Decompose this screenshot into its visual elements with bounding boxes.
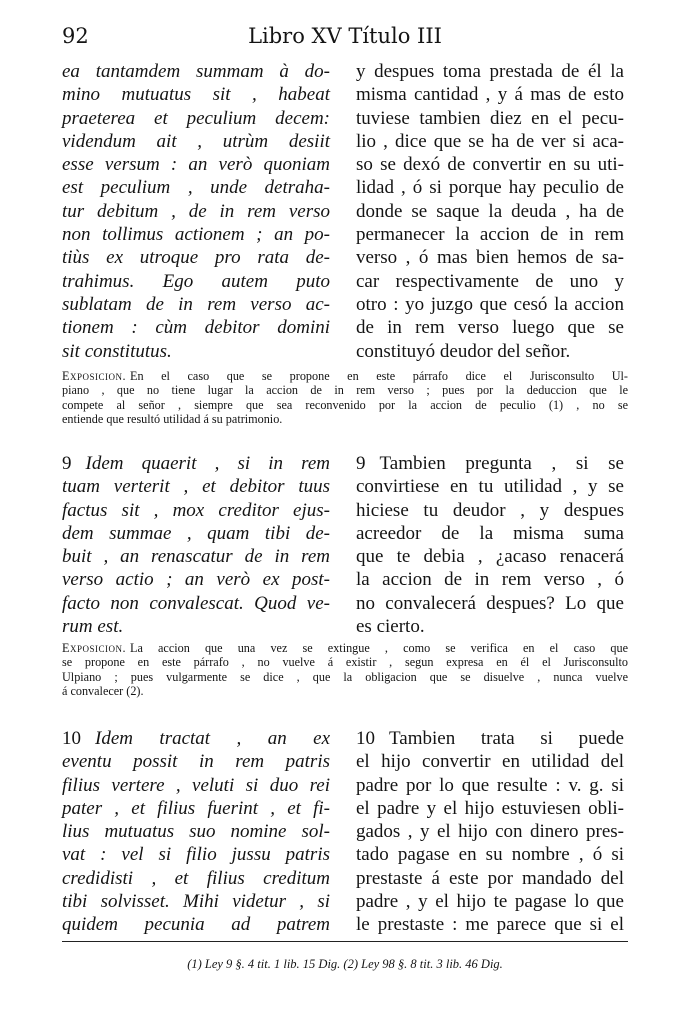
latin-line: non tollimus actionem ; an po-	[62, 224, 330, 246]
spanish-line: de in rem verso luego que se	[356, 317, 624, 339]
latin-line: vat : vel si filio jussu patris	[62, 844, 330, 866]
latin-line	[62, 727, 330, 750]
latin-line: tionem : cùm debitor domini	[62, 317, 330, 339]
paragraph-number: 9	[356, 453, 366, 474]
exposicion-line	[62, 641, 628, 655]
paragraph-number: 10	[62, 728, 81, 749]
latin-line: mino mutuatus sit , habeat	[62, 84, 330, 106]
spanish-column	[356, 60, 624, 363]
exposicion-1	[62, 369, 628, 427]
exposicion-label: Exposicion.	[62, 369, 126, 383]
exposicion-line: á convalecer (2).	[62, 684, 144, 699]
spanish-line: constituyó deudor del señor.	[356, 340, 571, 362]
spanish-text: Tambien pregunta , si se	[379, 453, 624, 474]
spanish-line: lidad , ó si porque hay peculio de	[356, 177, 624, 199]
latin-line: ea tantamdem summam à do-	[62, 61, 330, 82]
latin-line: factus sit , mox creditor ejus-	[62, 499, 330, 521]
spanish-line: el hijo convertir en utilidad del	[356, 751, 624, 773]
latin-line: credidisti , et filius creditum	[62, 867, 330, 889]
latin-line: lius mutuatus suo nomine sol-	[62, 821, 330, 843]
running-title: Libro XV Título III	[248, 24, 442, 48]
spanish-line: padre por lo que resulte : v. g. si	[356, 774, 624, 796]
spanish-line: donde se saque la deuda , ha de	[356, 200, 624, 222]
footnote-divider	[62, 941, 628, 942]
spanish-line: el padre y el hijo estuviesen obli-	[356, 797, 624, 819]
latin-line: est peculium , unde detraha-	[62, 177, 330, 199]
latin-line: tibi solvisset. Mihi videtur , si	[62, 891, 330, 913]
latin-line: rum est.	[62, 616, 124, 638]
spanish-line: so se dexó de convertir en su uti-	[356, 154, 624, 176]
paragraph-number: 10	[356, 728, 375, 749]
spanish-line: tado pagase en su nombre , ó si	[356, 844, 624, 866]
exposicion-line	[62, 369, 628, 383]
exposicion-text: En el caso que se propone en este párrafo dice el Jurisconsulto Ul-	[130, 369, 628, 383]
latin-line: tur debitum , de in rem verso	[62, 200, 330, 222]
latin-line: quidem pecunia ad patrem	[62, 914, 330, 936]
spanish-line: padre , y el hijo te pagase lo que	[356, 891, 624, 913]
latin-line: dem summae , quam tibi de-	[62, 522, 330, 544]
latin-line: buit , an renascatur de in rem	[62, 546, 330, 568]
spanish-line: prestaste á este por mandado del	[356, 867, 624, 889]
spanish-line: la accion de in rem verso , ó	[356, 569, 624, 591]
exposicion-line: entiende que resultó utilidad á su patrimonio.	[62, 412, 283, 427]
spanish-line: que te debia , ¿acaso renacerá	[356, 546, 624, 568]
latin-line: trahimus. Ego autem puto	[62, 270, 330, 292]
latin-line: filius vertere , veluti si duo rei	[62, 774, 330, 796]
spanish-text: Tambien trata si puede	[389, 728, 624, 749]
latin-line: pater , et filius fuerint , et fi-	[62, 797, 330, 819]
spanish-column	[356, 452, 624, 638]
exposicion-text: La accion que una vez se extingue , como se verifica en el caso que	[130, 641, 628, 655]
exposicion-line: piano , que no tiene lugar la accion de in rem verso ; pues por la deduccion que le	[62, 383, 628, 398]
spanish-line: no convalecerá despues? Lo que	[356, 592, 624, 614]
spanish-line: otro : yo juzgo que cesó la accion	[356, 293, 624, 315]
spanish-line: hiciese tu deudor , y despues	[356, 499, 624, 521]
exposicion-2	[62, 641, 628, 699]
spanish-line: gados , y el hijo con dinero pres-	[356, 821, 624, 843]
spanish-line: le prestaste : me parece que si el	[356, 914, 624, 936]
latin-line: sit constitutus.	[62, 340, 172, 362]
latin-line	[62, 452, 330, 475]
latin-line: praeterea et peculium decem:	[62, 107, 330, 129]
latin-column	[62, 727, 330, 937]
spanish-line: tuviese tambien diez en el pecu-	[356, 107, 624, 129]
spanish-line: lio , dice que se ha de ver si aca-	[356, 130, 624, 152]
spanish-line: acreedor de la misma suma	[356, 522, 624, 544]
latin-text: Idem tractat , an ex	[95, 728, 330, 749]
latin-line: sublatam de in rem verso ac-	[62, 293, 330, 315]
exposicion-line: compete al señor , siempre que sea reconvenido por la accion de peculio (1) , no se	[62, 397, 628, 412]
spanish-line: car respectivamente de uno y	[356, 270, 624, 292]
spanish-line	[356, 727, 624, 750]
spanish-line: es cierto.	[356, 616, 425, 638]
latin-line: eventu possit in rem patris	[62, 751, 330, 773]
page-header	[62, 24, 628, 54]
page-number: 92	[62, 24, 89, 48]
latin-column	[62, 452, 330, 638]
exposicion-label: Exposicion.	[62, 641, 126, 655]
latin-line: tiùs ex utroque pro rata de-	[62, 247, 330, 269]
latin-line: verso actio ; an verò ex post-	[62, 569, 330, 591]
spanish-line: misma cantidad , y á mas de esto	[356, 84, 624, 106]
latin-text: Idem quaerit , si in rem	[85, 453, 330, 474]
spanish-line: permanecer la accion de in rem	[356, 224, 624, 246]
paragraph-number: 9	[62, 453, 72, 474]
spanish-line	[356, 452, 624, 475]
spanish-column	[356, 727, 624, 937]
exposicion-line: Ulpiano ; pues vulgarmente se dice , que la obligacion que se disuelve , nunca vuelve	[62, 669, 628, 684]
exposicion-line: se propone en este párrafo , no vuelve á existir , segun expresa en él el Jurisconsulto	[62, 655, 628, 670]
spanish-line: verso , ó mas bien hemos de sa-	[356, 247, 624, 269]
spanish-line: convirtiese en tu utilidad , y se	[356, 476, 624, 498]
spanish-line: y despues toma prestada de él la	[356, 61, 624, 82]
footnote: (1) Ley 9 §. 4 tit. 1 lib. 15 Dig. (2) Ley 98 §. 8 tit. 3 lib. 46 Dig.	[187, 957, 503, 971]
latin-column	[62, 60, 330, 363]
latin-line: esse versum : an verò quoniam	[62, 154, 330, 176]
latin-line: videndum ait , utrùm desiit	[62, 130, 330, 152]
latin-line: facto non convalescat. Quod ve-	[62, 592, 330, 614]
latin-line: tuam verterit , et debitor tuus	[62, 476, 330, 498]
